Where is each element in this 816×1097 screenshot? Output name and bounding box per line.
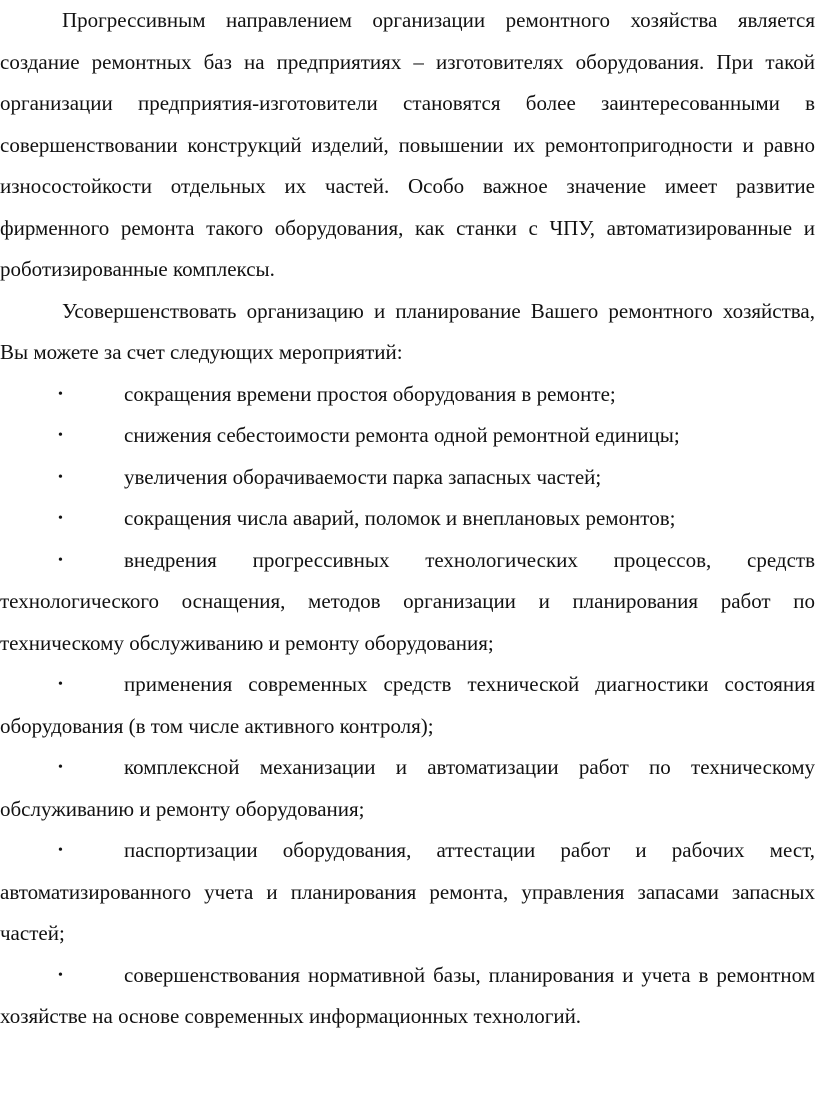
bullet-icon: • — [58, 511, 63, 526]
bullet-icon: • — [58, 760, 63, 775]
paragraph-measures-lead: Усовершенствовать организацию и планирование Вашего ремонтного хозяйства, Вы можете за счет следующих мероприятий: — [0, 298, 815, 364]
list-item-text: внедрения прогрессивных технологических процессов, средств технологического оснащения, методов организации и планирования работ по техническому обслуживанию и ремонту оборудования; — [0, 547, 815, 655]
bullet-icon: • — [58, 552, 63, 568]
list-item-text: совершенствования нормативной базы, планирования и учета в ремонтном хозяйстве на основе современных информационных технологий. — [0, 962, 815, 1028]
bullet-icon: • — [58, 428, 63, 443]
measures-list — [0, 374, 815, 1038]
list-item-text: паспортизации оборудования, аттестации работ и рабочих мест, автоматизированного учета и планирования ремонта, управления запасами запасных частей; — [0, 838, 815, 945]
bullet-icon: • — [58, 967, 63, 983]
list-item — [0, 955, 815, 1038]
list-item — [0, 457, 815, 499]
list-item — [0, 830, 815, 955]
bullet-icon: • — [58, 386, 63, 402]
list-item — [0, 664, 815, 747]
list-item-text: снижения себестоимости ремонта одной ремонтной единицы; — [124, 423, 680, 447]
paragraph-intro: Прогрессивным направлением организации ремонтного хозяйства является создание ремонтных баз на предприятиях – изготовителях оборудования. При такой организации предприятия-изготовители становятся более заинтересованными в совершенствовании конструкций изделий, повышении их ремонтопригодности и равно износостойкости отдельных их частей. Особо важное значение имеет развитие фирменного ремонта такого оборудования, как станки с ЧПУ, автоматизированные и роботизированные комплексы. — [0, 8, 815, 281]
list-item — [0, 374, 815, 416]
list-item-text: комплексной механизации и автоматизации работ по техническому обслуживанию и ремонту оборудования; — [0, 755, 815, 821]
bullet-icon: • — [58, 677, 63, 692]
list-item — [0, 498, 815, 540]
bullet-icon: • — [58, 843, 63, 858]
list-item-text: сокращения числа аварий, поломок и внеплановых ремонтов; — [124, 506, 676, 530]
list-item-text: увеличения оборачиваемости парка запасных частей; — [124, 464, 602, 489]
list-item-text: сокращения времени простоя оборудования в ремонте; — [124, 381, 616, 406]
list-item — [0, 747, 815, 830]
list-item — [0, 540, 815, 665]
list-item — [0, 415, 815, 457]
bullet-icon: • — [58, 469, 63, 485]
list-item-text: применения современных средств технической диагностики состояния оборудования (в том числе активного контроля); — [0, 672, 815, 738]
